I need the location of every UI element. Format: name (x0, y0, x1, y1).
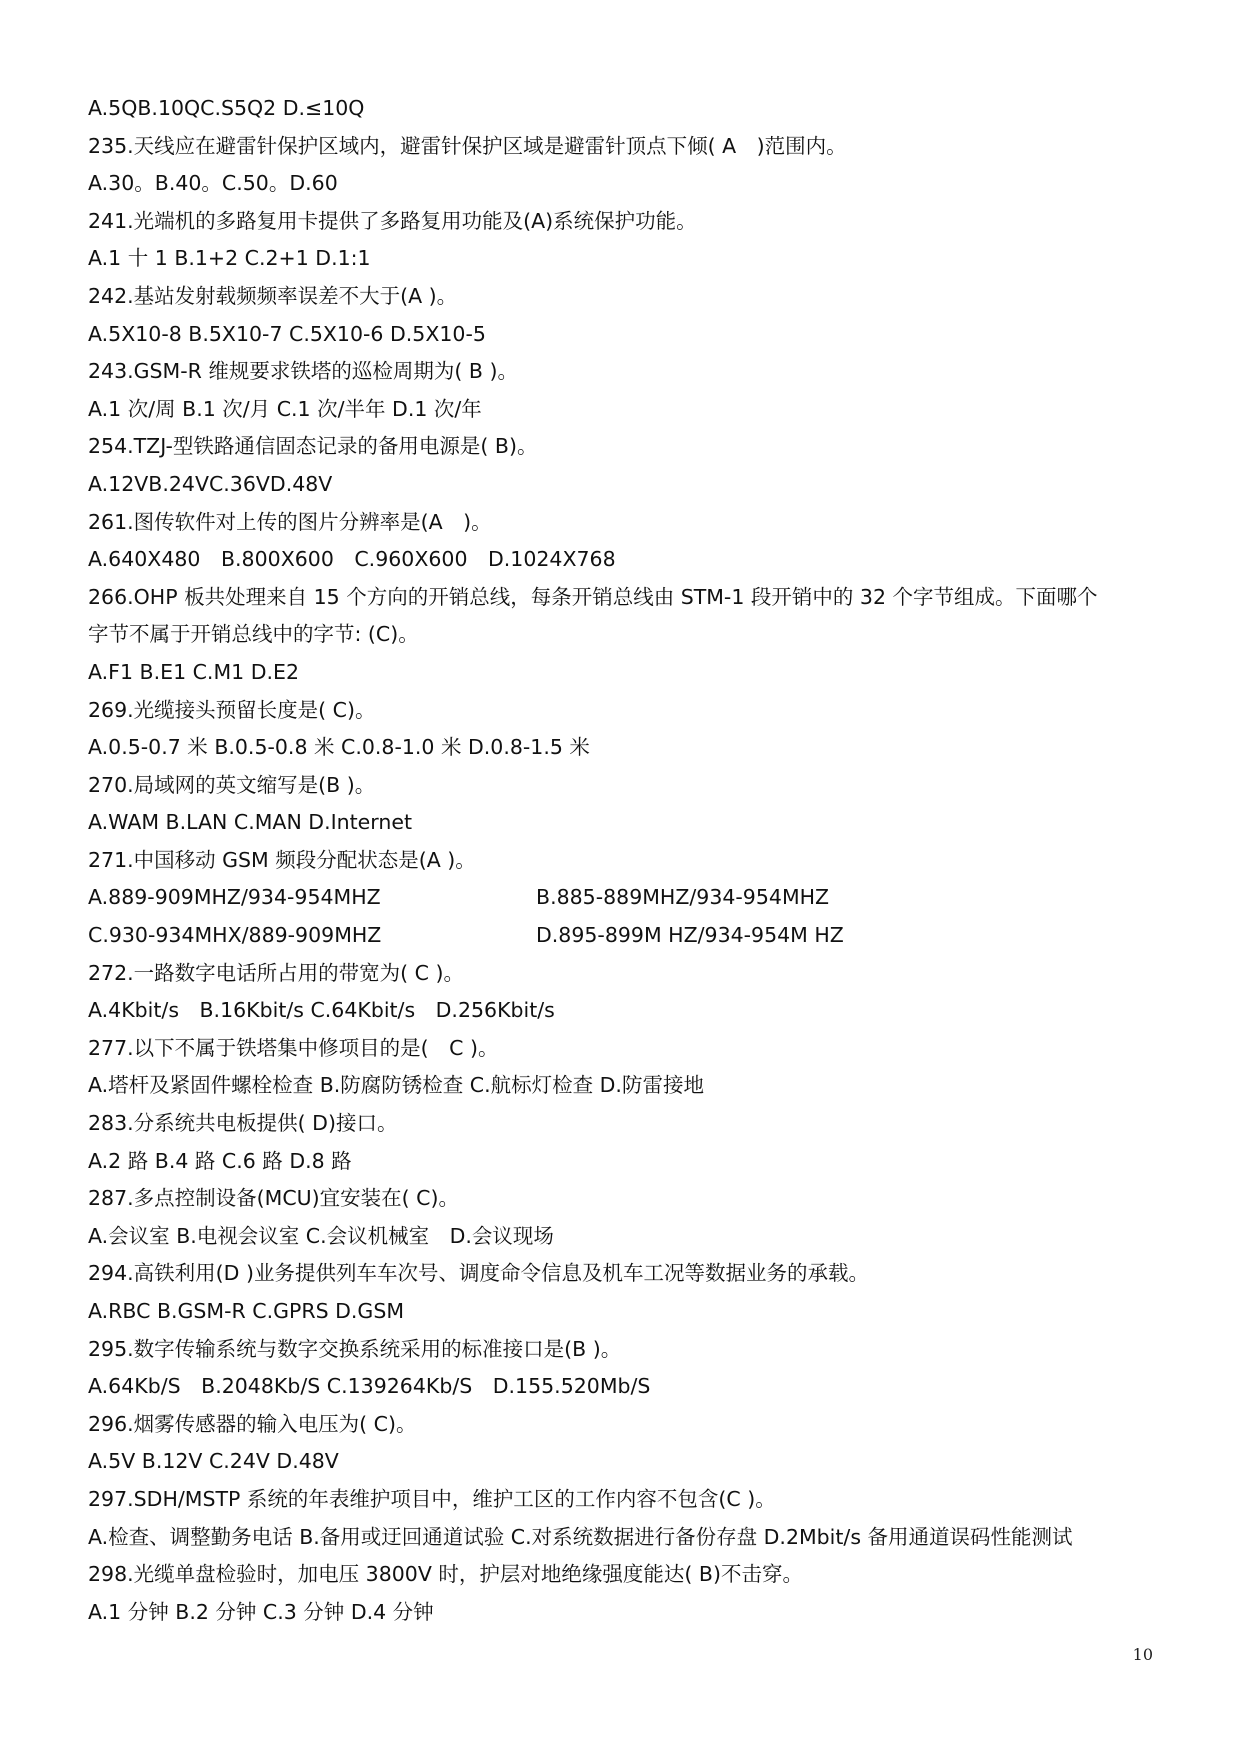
question-298: 298.光缆单盘检验时，加电压 3800V 时，护层对地绝缘强度能达( B)不击穿。 (88, 1562, 803, 1587)
option-271-b: B.885-889MHZ/934-954MHZ (536, 885, 830, 910)
answer-options-243: A.1 次/周 B.1 次/月 C.1 次/半年 D.1 次/年 (88, 396, 482, 421)
answer-options-294: A.RBC B.GSM-R C.GPRS D.GSM (88, 1299, 405, 1323)
answer-options-277: A.塔杆及紧固件螺栓检查 B.防腐防锈检查 C.航标灯检查 D.防雷接地 (88, 1073, 704, 1098)
question-272: 272.一路数字电话所占用的带宽为( C )。 (88, 960, 464, 985)
question-list (88, 90, 1163, 1631)
answer-options-234: A.5QB.10QC.S5Q2 D.≤10Q (88, 96, 365, 120)
question-287: 287.多点控制设备(MCU)宜安装在( C)。 (88, 1186, 459, 1211)
answer-options-283: A.2 路 B.4 路 C.6 路 D.8 路 (88, 1148, 352, 1173)
question-243: 243.GSM-R 维规要求铁塔的巡检周期为( B )。 (88, 359, 518, 384)
question-266-part-1: 266.OHP 板共处理来自 15 个方向的开销总线，每条开销总线由 STM-1 段开销中的 32 个字节组成。下面哪个 (88, 584, 1098, 609)
question-235: 235.天线应在避雷针保护区域内，避雷针保护区域是避雷针顶点下倾( A )范围内。 (88, 133, 847, 158)
question-254: 254.TZJ-型铁路通信固态记录的备用电源是( B)。 (88, 434, 538, 459)
answer-options-272: A.4Kbit/s B.16Kbit/s C.64Kbit/s D.256Kbit/s (88, 998, 555, 1023)
question-296: 296.烟雾传感器的输入电压为( C)。 (88, 1411, 417, 1436)
question-269: 269.光缆接头预留长度是( C)。 (88, 697, 376, 722)
answer-options-297: A.检查、调整勤务电话 B.备用或迂回通道试验 C.对系统数据进行备份存盘 D.2Mbit/s 备用通道误码性能测试 (88, 1524, 1073, 1549)
answer-options-261: A.640X480 B.800X600 C.960X600 D.1024X768 (88, 547, 616, 572)
answer-options-254: A.12VB.24VC.36VD.48V (88, 471, 333, 496)
answer-options-235: A.30。B.40。C.50。D.60 (88, 171, 338, 196)
option-271-a: A.889-909MHZ/934-954MHZ (88, 885, 381, 910)
answer-options-287: A.会议室 B.电视会议室 C.会议机械室 D.会议现场 (88, 1223, 554, 1248)
page-number: 10 (1132, 1645, 1153, 1664)
option-271-c: C.930-934MHX/889-909MHZ (88, 923, 382, 948)
question-241: 241.光端机的多路复用卡提供了多路复用功能及(A)系统保护功能。 (88, 208, 697, 233)
answer-options-271-row-1 (88, 879, 1163, 917)
answer-options-271-row-2 (88, 917, 1163, 955)
answer-options-242: A.5X10-8 B.5X10-7 C.5X10-6 D.5X10-5 (88, 321, 486, 346)
question-261: 261.图传软件对上传的图片分辨率是(A )。 (88, 509, 492, 534)
question-271: 271.中国移动 GSM 频段分配状态是(A )。 (88, 847, 476, 872)
answer-options-269: A.0.5-0.7 米 B.0.5-0.8 米 C.0.8-1.0 米 D.0.8-1.5 米 (88, 735, 590, 760)
option-271-d: D.895-899M HZ/934-954M HZ (536, 923, 844, 948)
answer-options-266: A.F1 B.E1 C.M1 D.E2 (88, 659, 299, 684)
question-297: 297.SDH/MSTP 系统的年表维护项目中，维护工区的工作内容不包含(C )。 (88, 1486, 776, 1511)
question-242: 242.基站发射载频频率误差不大于(A )。 (88, 283, 458, 308)
answer-options-241: A.1 十 1 B.1+2 C.2+1 D.1:1 (88, 246, 371, 271)
question-283: 283.分系统共电板提供( D)接口。 (88, 1111, 398, 1136)
answer-options-270: A.WAM B.LAN C.MAN D.Internet (88, 810, 412, 835)
question-294: 294.高铁利用(D )业务提供列车车次号、调度命令信息及机车工况等数据业务的承载。 (88, 1261, 869, 1286)
question-270: 270.局域网的英文缩写是(B )。 (88, 772, 376, 797)
answer-options-298: A.1 分钟 B.2 分钟 C.3 分钟 D.4 分钟 (88, 1599, 434, 1624)
question-266-part-2: 字节不属于开销总线中的字节: (C)。 (88, 622, 419, 647)
answer-options-296: A.5V B.12V C.24V D.48V (88, 1449, 339, 1474)
question-277: 277.以下不属于铁塔集中修项目的是( C )。 (88, 1035, 499, 1060)
question-295: 295.数字传输系统与数字交换系统采用的标准接口是(B )。 (88, 1336, 622, 1361)
answer-options-295: A.64Kb/S B.2048Kb/S C.139264Kb/S D.155.520Mb/S (88, 1374, 651, 1399)
